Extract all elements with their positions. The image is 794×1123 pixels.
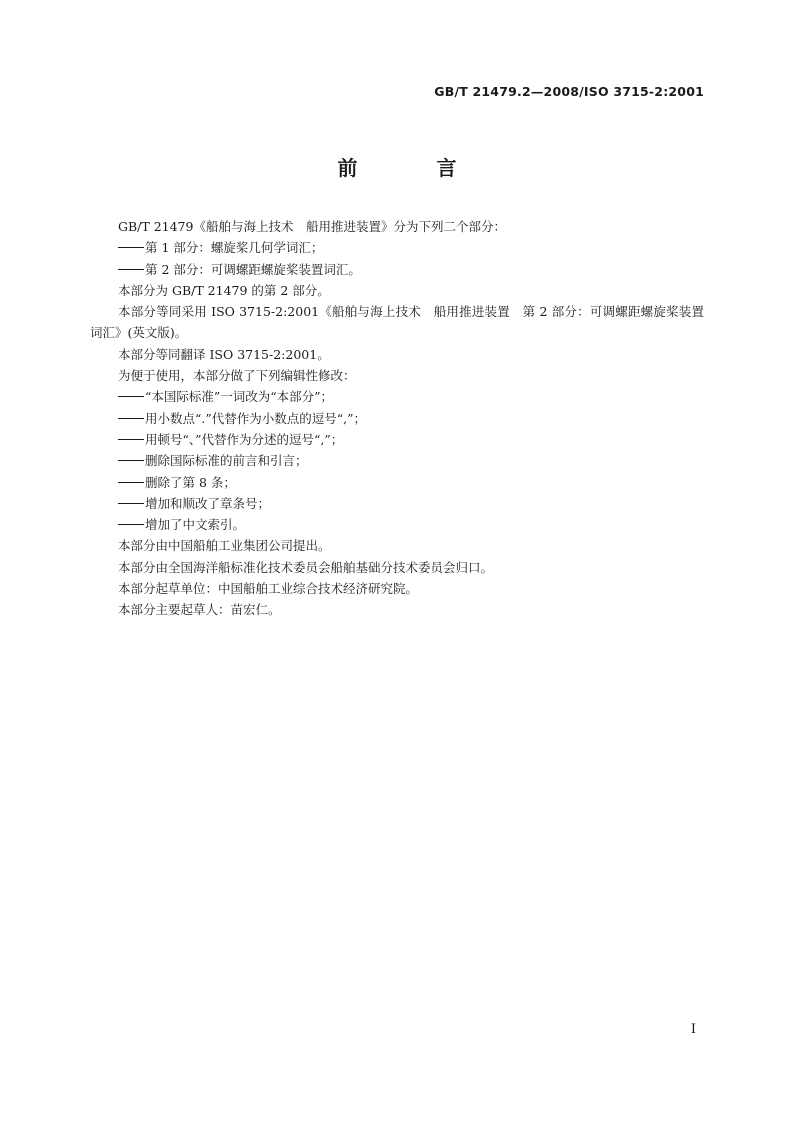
em-dash-mark xyxy=(118,396,144,397)
list-item-edit-3 xyxy=(90,429,704,450)
list-item-text: “本国际标准”一词改为“本部分”； xyxy=(145,389,334,405)
paragraph-series-intro xyxy=(90,216,704,237)
list-item-text: 用顿号“、”代替作为分述的逗号“,”； xyxy=(145,431,344,447)
paragraph-committee xyxy=(90,557,704,578)
paragraph-proposer xyxy=(90,535,704,556)
list-item-text: 增加和顺改了章条号； xyxy=(145,495,271,511)
paragraph-text: 本部分主要起草人：苗宏仁。 xyxy=(118,602,281,618)
paragraph-text: 为便于使用，本部分做了下列编辑性修改： xyxy=(118,368,356,384)
paragraph-text: 本部分为 GB/T 21479 的第 2 部分。 xyxy=(118,282,330,298)
list-item-edit-1 xyxy=(90,386,704,407)
paragraph-translation xyxy=(90,344,704,365)
paragraph-drafting-unit xyxy=(90,578,704,599)
em-dash-mark xyxy=(118,503,144,504)
list-item-text: 用小数点“.”代替作为小数点的逗号“,”； xyxy=(145,410,367,426)
paragraph-text: 本部分由全国海洋船标准化技术委员会船舶基础分技术委员会归口。 xyxy=(118,559,494,575)
em-dash-mark xyxy=(118,460,144,461)
standard-code: GB/T 21479.2—2008/ISO 3715-2:2001 xyxy=(434,84,704,99)
list-item-text: 删除了第 8 条； xyxy=(145,474,236,490)
list-item-edit-7 xyxy=(90,514,704,535)
em-dash-mark xyxy=(118,418,144,419)
page-title: 前 言 xyxy=(337,156,493,180)
em-dash-mark xyxy=(118,524,144,525)
paragraph-text: 本部分等同翻译 ISO 3715-2:2001。 xyxy=(118,346,330,362)
paragraph-text: 本部分等同采用 ISO 3715-2:2001《船舶与海上技术 船用推进装置 第 2 部分：可调螺距螺旋桨装置词汇》(英文版)。 xyxy=(90,304,704,341)
list-item-text: 第 1 部分：螺旋桨几何学词汇； xyxy=(145,240,324,256)
paragraph-text: 本部分起草单位：中国船舶工业综合技术经济研究院。 xyxy=(118,581,419,597)
list-item-text: 增加了中文索引。 xyxy=(145,517,246,533)
em-dash-mark xyxy=(118,269,144,270)
list-item-part1 xyxy=(90,237,704,258)
list-item-edit-5 xyxy=(90,472,704,493)
em-dash-mark xyxy=(118,482,144,483)
foreword-body xyxy=(90,216,704,621)
page-number: I xyxy=(690,1022,696,1037)
paragraph-text: GB/T 21479《船舶与海上技术 船用推进装置》分为下列二个部分： xyxy=(118,219,506,234)
em-dash-mark xyxy=(118,247,144,248)
list-item-part2 xyxy=(90,259,704,280)
em-dash-mark xyxy=(118,439,144,440)
paragraph-part-statement xyxy=(90,280,704,301)
list-item-text: 删除国际标准的前言和引言； xyxy=(145,453,308,469)
paragraph-drafter xyxy=(90,599,704,620)
paragraph-adoption xyxy=(90,301,704,344)
list-item-text: 第 2 部分：可调螺距螺旋桨装置词汇。 xyxy=(145,261,361,277)
list-item-edit-6 xyxy=(90,493,704,514)
list-item-edit-4 xyxy=(90,450,704,471)
paragraph-text: 本部分由中国船舶工业集团公司提出。 xyxy=(118,538,331,554)
paragraph-editorial-intro xyxy=(90,365,704,386)
list-item-edit-2 xyxy=(90,408,704,429)
